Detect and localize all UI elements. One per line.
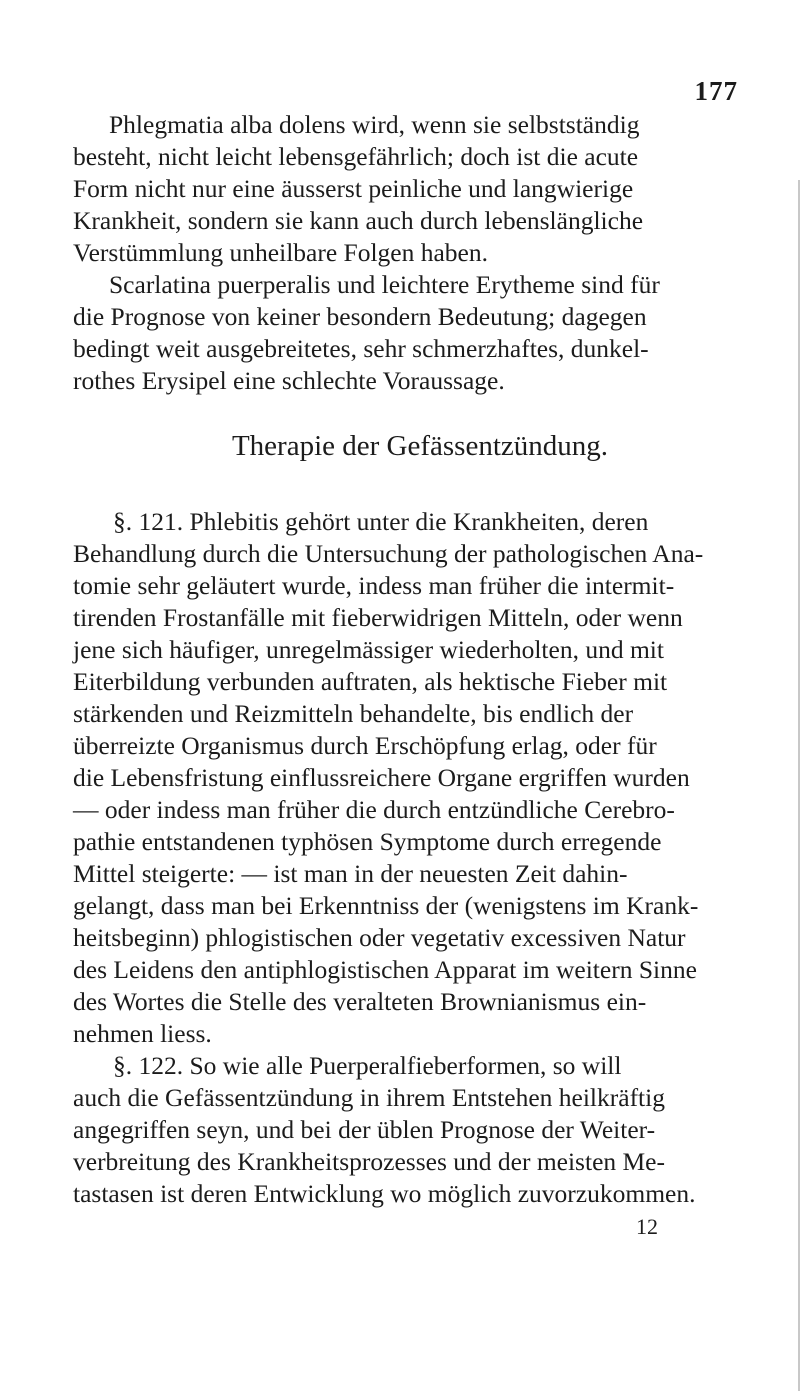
- text-line: Phlegmatia alba dolens wird, wenn sie selbstständig: [109, 110, 640, 139]
- text-line: stärkenden und Reizmitteln behandelte, bis endlich der: [73, 699, 634, 728]
- text-line: Krankheit, sondern sie kann auch durch lebenslängliche: [73, 206, 644, 235]
- text-line: bedingt weit ausgebreitetes, sehr schmerzhaftes, dunkel-: [73, 334, 649, 363]
- text-line: — oder indess man früher die durch entzündliche Cerebro-: [73, 795, 675, 824]
- text-line: tastasen ist deren Entwicklung wo möglich zuvorzukommen.: [73, 1179, 696, 1208]
- text-line: Form nicht nur eine äusserst peinliche und langwierige: [73, 174, 634, 203]
- text-line: gelangt, dass man bei Erkenntniss der (wenigstens im Krank-: [73, 891, 699, 920]
- text-line: §. 122. So wie alle Puerperalfieberformen, so will: [113, 1051, 622, 1080]
- section-heading: Therapie der Gefässentzündung.: [231, 430, 609, 462]
- text-line: jene sich häufiger, unregelmässiger wiederholten, und mit: [73, 635, 664, 664]
- text-line: §. 121. Phlebitis gehört unter die Krankheiten, deren: [113, 507, 649, 536]
- text-line: Behandlung durch die Untersuchung der pathologischen Ana-: [73, 539, 704, 568]
- text-line: die Lebensfristung einflussreichere Organe ergriffen wurden: [73, 763, 690, 792]
- text-line: die Prognose von keiner besondern Bedeutung; dagegen: [73, 302, 647, 331]
- page-number: 177: [694, 76, 738, 106]
- text-line: Verstümmlung unheilbare Folgen haben.: [73, 238, 488, 267]
- text-line: angegriffen seyn, und bei der üblen Prognose der Weiter-: [73, 1115, 656, 1144]
- text-line: rothes Erysipel eine schlechte Voraussage.: [73, 366, 505, 395]
- text-line: nehmen liess.: [73, 1019, 212, 1048]
- text-line: besteht, nicht leicht lebensgefährlich; doch ist die acute: [73, 142, 639, 171]
- text-line: pathie entstandenen typhösen Symptome durch erregende: [73, 827, 662, 856]
- text-line: des Wortes die Stelle des veralteten Brownianismus ein-: [73, 987, 647, 1016]
- text-line: heitsbeginn) phlogistischen oder vegetativ excessiven Natur: [73, 923, 686, 952]
- text-line: Mittel steigerte: — ist man in der neuesten Zeit dahin-: [73, 859, 628, 888]
- text-line: Eiterbildung verbunden auftraten, als hektische Fieber mit: [73, 667, 668, 696]
- text-line: tirenden Frostanfälle mit fieberwidrigen Mitteln, oder wenn: [73, 603, 683, 632]
- text-line: überreizte Organismus durch Erschöpfung erlag, oder für: [73, 731, 657, 760]
- text-line: auch die Gefässentzündung in ihrem Entstehen heilkräftig: [73, 1083, 665, 1112]
- text-line: Scarlatina puerperalis und leichtere Erytheme sind für: [109, 270, 660, 299]
- text-line: des Leidens den antiphlogistischen Apparat im weitern Sinne: [73, 955, 697, 984]
- signature-mark: 12: [636, 1214, 658, 1239]
- text-line: tomie sehr geläutert wurde, indess man früher die intermit-: [73, 571, 675, 600]
- text-line: verbreitung des Krankheitsprozesses und der meisten Me-: [73, 1147, 665, 1176]
